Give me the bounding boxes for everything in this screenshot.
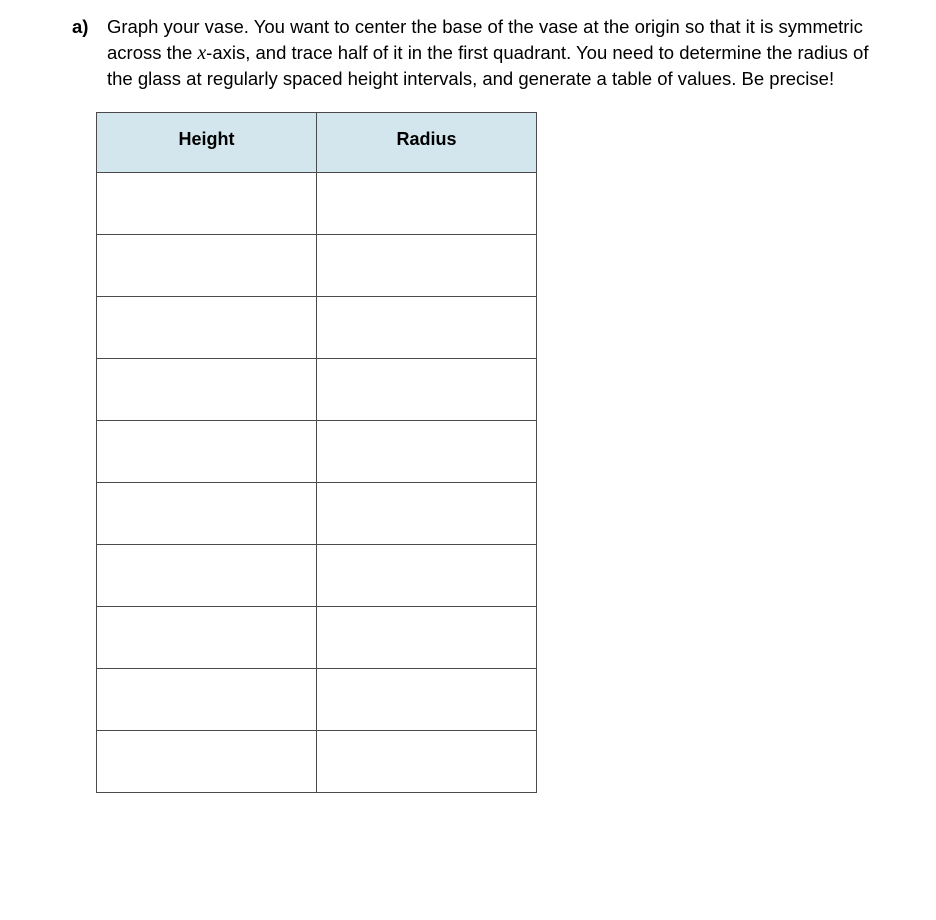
values-table — [96, 112, 537, 793]
x-variable: x — [197, 42, 207, 64]
table-row — [97, 359, 537, 421]
table-body — [97, 173, 537, 793]
height-cell[interactable] — [97, 297, 317, 359]
question-text — [107, 14, 912, 92]
height-cell[interactable] — [97, 173, 317, 235]
height-cell[interactable] — [97, 545, 317, 607]
radius-cell[interactable] — [317, 297, 537, 359]
radius-cell[interactable] — [317, 173, 537, 235]
radius-cell[interactable] — [317, 545, 537, 607]
radius-column-header: Radius — [317, 113, 537, 173]
table-row — [97, 483, 537, 545]
table-row — [97, 297, 537, 359]
question-line-3: the glass at regularly spaced height intervals, and generate a table of values. Be precise! — [107, 68, 835, 89]
question-line-1: Graph your vase. You want to center the base of the vase at the origin so that it is symmetric — [107, 16, 863, 37]
height-cell[interactable] — [97, 235, 317, 297]
header-row — [97, 113, 537, 173]
radius-cell[interactable] — [317, 359, 537, 421]
table-header — [97, 113, 537, 173]
height-cell[interactable] — [97, 483, 317, 545]
question-line-2 — [107, 40, 912, 67]
radius-cell[interactable] — [317, 731, 537, 793]
height-cell[interactable] — [97, 731, 317, 793]
question-line-2-end: -axis, and trace half of it in the first quadrant. You need to determine the radius of — [206, 41, 869, 63]
radius-cell[interactable] — [317, 483, 537, 545]
table-row — [97, 607, 537, 669]
question-marker: a) — [72, 16, 89, 37]
table-row — [97, 545, 537, 607]
height-cell[interactable] — [97, 359, 317, 421]
table-row — [97, 669, 537, 731]
height-cell[interactable] — [97, 607, 317, 669]
radius-cell[interactable] — [317, 421, 537, 483]
height-cell[interactable] — [97, 421, 317, 483]
height-cell[interactable] — [97, 669, 317, 731]
table-row — [97, 173, 537, 235]
table-row — [97, 235, 537, 297]
radius-cell[interactable] — [317, 607, 537, 669]
radius-cell[interactable] — [317, 669, 537, 731]
table-row — [97, 421, 537, 483]
table-row — [97, 731, 537, 793]
radius-cell[interactable] — [317, 235, 537, 297]
question-line-2-start: across the — [107, 41, 198, 63]
height-column-header: Height — [97, 113, 317, 173]
